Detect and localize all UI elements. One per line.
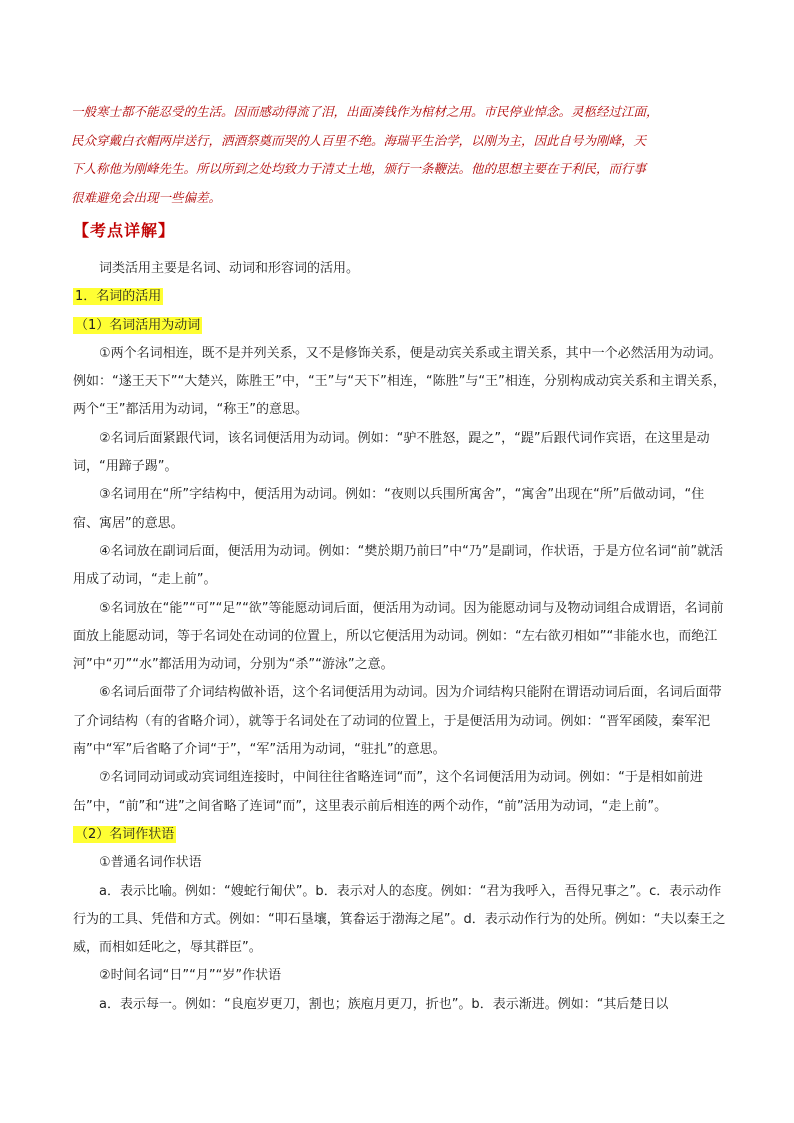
section-title: 【考点详解】 [73, 221, 176, 240]
paragraph-9: a．表示每一。例如：“良庖岁更刀，割也；族庖月更刀，折也”。b．表示渐进。例如：“其后楚日以 [99, 996, 669, 1012]
heading-noun-as-verb-text: （1）名词活用为动词 [75, 317, 201, 333]
paragraph-7: ⑦名词同动词或动宾词组连接时，中间往往省略连词“而”，这个名词便活用为动词。例如：“于是相如前进缶”中，“前”和“进”之间省略了连词“而”，这里表示前后相连的两个动作，“前”活用为动词，“走上前”。 [73, 770, 703, 814]
heading-noun-as-verb [73, 312, 728, 340]
intro-line: 很难避免会出现一些偏差。 [71, 189, 222, 205]
subheading-time-noun: ②时间名词“日”“月”“岁”作状语 [99, 968, 282, 984]
intro-line: 下人称他为刚峰先生。所以所到之处均致力于清丈土地，颁行一条鞭法。他的思想主要在于利民，而行事 [71, 161, 647, 176]
paragraph-5: ⑤名词放在“能”“可”“足”“欲”等能愿动词后面，便活用为动词。因为能愿动词与及物动词组合成谓语，名词前面放上能愿动词，等于名词处在动词的位置上，所以它便活用为动词。例如：“左右欲刃相如”“非能水也，而绝江河”中“刃”“水”都活用为动词，分别为“杀”“游泳”之意。 [73, 600, 724, 673]
heading-noun-usage [73, 283, 728, 311]
subheading-common-noun: ①普通名词作状语 [99, 855, 202, 871]
paragraph-4: ④名词放在副词后面，便活用为动词。例如：“樊於期乃前曰”中“乃”是副词，作状语，于是方位名词“前”就活用成了动词，“走上前”。 [73, 543, 724, 588]
paragraph-2: ②名词后面紧跟代词，该名词便活用为动词。例如：“驴不胜怒，踶之”，“踶”后跟代词作宾语，在这里是动词，“用蹄子踢”。 [73, 430, 710, 475]
paragraph-6: ⑥名词后面带了介词结构做补语，这个名词便活用为动词。因为介词结构只能附在谓语动词后面，名词后面带了介词结构（有的省略介词），就等于名词处在了动词的位置上，于是便活用为动词。例如：“晋军函陵，秦军汜南”中“军”后省略了介词“于”，“军”活用为动词，“驻扎”的意思。 [73, 685, 722, 758]
body-text [73, 255, 728, 1019]
heading-noun-as-adverbial [73, 821, 728, 849]
lead-paragraph: 词类活用主要是名词、动词和形容词的活用。 [99, 261, 360, 276]
heading-noun-usage-text: 1．名词的活用 [75, 289, 162, 305]
paragraph-3: ③名词用在“所”字结构中，便活用为动词。例如：“夜则以兵围所寓舍”，“寓舍”出现在“所”后做动词，“住宿、寓居”的意思。 [73, 487, 705, 531]
intro-line: 民众穿戴白衣帽两岸送行，洒酒祭奠而哭的人百里不绝。海瑞平生治学，以刚为主，因此自号为刚峰，天 [71, 132, 647, 148]
paragraph-1: ①两个名词相连，既不是并列关系，又不是修饰关系，便是动宾关系或主谓关系，其中一个必然活用为动词。例如：“遂王天下”“大楚兴，陈胜王”中，“王”与“天下”相连，“陈胜”与“王”相连，分别构成动宾关系和主谓关系，两个“王”都活用为动词，“称王”的意思。 [73, 345, 726, 418]
intro-paragraph [71, 98, 731, 212]
intro-line: 一般寒士都不能忍受的生活。因而感动得流了泪，出面凑钱作为棺材之用。市民停业悼念。灵柩经过江面， [71, 104, 659, 119]
paragraph-8: a．表示比喻。例如：“嫂蛇行匍伏”。b．表示对人的态度。例如：“君为我呼入，吾得兄事之”。c．表示动作行为的工具、凭借和方式。例如：“叩石垦壤，箕畚运于渤海之尾”。d．表示动作行为的处所。例如：“夫以秦王之威，而相如廷叱之，辱其群臣”。 [73, 883, 726, 956]
heading-noun-as-adverbial-text: （2）名词作状语 [75, 826, 175, 842]
